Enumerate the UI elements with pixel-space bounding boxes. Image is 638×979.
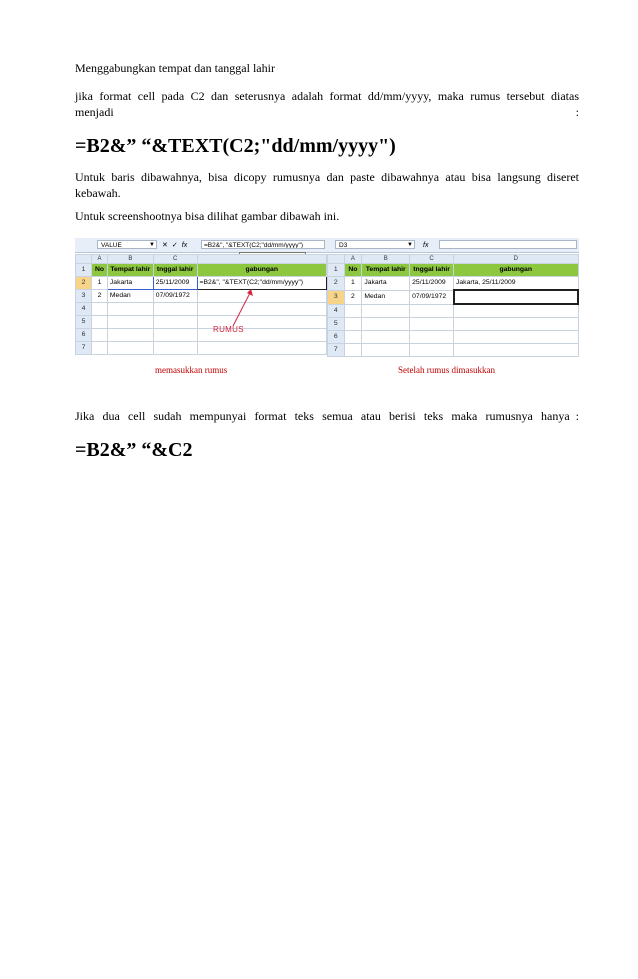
cell-a1[interactable]: No <box>344 264 362 277</box>
cell-b2[interactable]: Jakarta <box>107 277 153 290</box>
cell-a3[interactable]: 2 <box>92 290 108 303</box>
cell-a2[interactable]: 1 <box>344 277 362 291</box>
cell-c2[interactable]: 25/11/2009 <box>410 277 454 291</box>
cell-d2[interactable]: Jakarta, 25/11/2009 <box>454 277 579 291</box>
cell-c7[interactable] <box>410 344 454 357</box>
cell-a3[interactable]: 2 <box>344 290 362 304</box>
cell-a7[interactable] <box>344 344 362 357</box>
cell-b7[interactable] <box>362 344 410 357</box>
arrow-annotation <box>75 238 327 362</box>
column-header-a[interactable]: A <box>92 255 108 264</box>
check-icon[interactable]: ✓ <box>171 242 178 249</box>
cell-a1[interactable]: No <box>92 264 108 277</box>
caption-setelah-rumus: Setelah rumus dimasukkan <box>398 365 495 375</box>
cancel-x-icon[interactable]: ✕ <box>162 242 168 249</box>
corner-cell[interactable] <box>328 255 345 264</box>
paragraph-1-line-1: jika format cell pada C2 dan seterusnya adalah format dd/mm/yyyy, maka rumus tersebut diatas <box>75 89 579 103</box>
paragraph-4 <box>75 408 579 424</box>
row-header-7[interactable]: 7 <box>76 342 92 355</box>
row-header-6[interactable]: 6 <box>328 331 345 344</box>
cell-d1[interactable]: gabungan <box>454 264 579 277</box>
column-header-d[interactable]: D <box>454 255 579 264</box>
cell-b6[interactable] <box>362 331 410 344</box>
row-header-3[interactable]: 3 <box>328 290 345 304</box>
row-header-2[interactable]: 2 <box>328 277 345 291</box>
formula-input[interactable] <box>439 240 577 249</box>
cell-d3-selected[interactable] <box>454 290 579 304</box>
row-header-5[interactable]: 5 <box>76 316 92 329</box>
cell-b5[interactable] <box>362 318 410 331</box>
cell-b3[interactable]: Medan <box>107 290 153 303</box>
paragraph-1-tail-left: menjadi <box>75 105 114 119</box>
cell-c6[interactable] <box>410 331 454 344</box>
column-header-c[interactable]: C <box>410 255 454 264</box>
row-header-4[interactable]: 4 <box>76 303 92 316</box>
cell-b1[interactable]: Tempat lahir <box>107 264 153 277</box>
paragraph-3: Untuk screenshootnya bisa dilihat gambar dibawah ini. <box>75 209 340 223</box>
screenshot-entering-formula <box>75 238 327 362</box>
row-header-6[interactable]: 6 <box>76 329 92 342</box>
cell-b4[interactable] <box>362 304 410 318</box>
formula-text-simple: =B2&” “&C2 <box>75 439 193 461</box>
rumus-annotation: RUMUS <box>213 325 244 334</box>
formula-text-with-date: =B2&” “&TEXT(C2;"dd/mm/yyyy") <box>75 135 396 157</box>
fx-icon[interactable]: fx <box>423 241 429 249</box>
cell-d1[interactable]: gabungan <box>197 264 327 277</box>
column-header-b[interactable]: B <box>107 255 153 264</box>
cell-b3[interactable]: Medan <box>362 290 410 304</box>
cell-c1[interactable]: tnggal lahir <box>410 264 454 277</box>
cell-d2-editing[interactable]: =B2&", "&TEXT(C2;"dd/mm/yyyy") <box>197 277 327 290</box>
cell-a6[interactable] <box>344 331 362 344</box>
paragraph-4-text: Jika dua cell sudah mempunyai format teks semua atau berisi teks maka rumusnya hanya <box>75 409 570 423</box>
paragraph-2: Untuk baris dibawahnya, bisa dicopy rumusnya dan paste dibawahnya atau bisa langsung diseret kebawah. <box>75 170 579 200</box>
formula-bar <box>327 238 579 253</box>
cell-d7[interactable] <box>454 344 579 357</box>
chevron-down-icon[interactable]: ▼ <box>407 242 413 248</box>
formula-input[interactable]: =B2&", "&TEXT(C2;"dd/mm/yyyy") <box>201 240 325 249</box>
row-header-7[interactable]: 7 <box>328 344 345 357</box>
row-header-1[interactable]: 1 <box>328 264 345 277</box>
spreadsheet-grid <box>327 254 579 357</box>
column-header-b[interactable]: B <box>362 255 410 264</box>
cell-a2[interactable]: 1 <box>92 277 108 290</box>
paragraph-1-tail-right: : <box>575 105 579 119</box>
name-box-value: D3 <box>339 242 348 249</box>
column-header-a[interactable]: A <box>344 255 362 264</box>
chevron-down-icon[interactable]: ▼ <box>149 242 155 248</box>
caption-memasukkan-rumus: memasukkan rumus <box>155 365 228 375</box>
name-box-value: VALUE <box>101 242 122 249</box>
fx-icon[interactable]: fx <box>181 241 188 249</box>
heading: Menggabungkan tempat dan tanggal lahir <box>75 61 275 75</box>
paragraph-4-colon: : <box>575 409 579 423</box>
cell-b2[interactable]: Jakarta <box>362 277 410 291</box>
cell-c5[interactable] <box>410 318 454 331</box>
cell-a4[interactable] <box>344 304 362 318</box>
row-header-3[interactable]: 3 <box>76 290 92 303</box>
cell-c2[interactable]: 25/11/2009 <box>153 277 197 290</box>
cell-a5[interactable] <box>344 318 362 331</box>
cell-d4[interactable] <box>454 304 579 318</box>
formula-bar-buttons <box>423 240 428 250</box>
row-header-4[interactable]: 4 <box>328 304 345 318</box>
screenshot-after-formula <box>327 238 579 362</box>
cell-b1[interactable]: Tempat lahir <box>362 264 410 277</box>
column-header-c[interactable]: C <box>153 255 197 264</box>
cell-d5[interactable] <box>454 318 579 331</box>
paragraph-1-line-2 <box>75 104 579 120</box>
cell-c3[interactable]: 07/09/1972 <box>410 290 454 304</box>
cell-d6[interactable] <box>454 331 579 344</box>
row-header-5[interactable]: 5 <box>328 318 345 331</box>
name-box[interactable] <box>335 240 415 249</box>
cell-c4[interactable] <box>410 304 454 318</box>
cell-c1[interactable]: tnggal lahir <box>153 264 197 277</box>
cell-c3[interactable]: 07/09/1972 <box>153 290 197 303</box>
row-header-2[interactable]: 2 <box>76 277 92 290</box>
row-header-1[interactable]: 1 <box>76 264 92 277</box>
